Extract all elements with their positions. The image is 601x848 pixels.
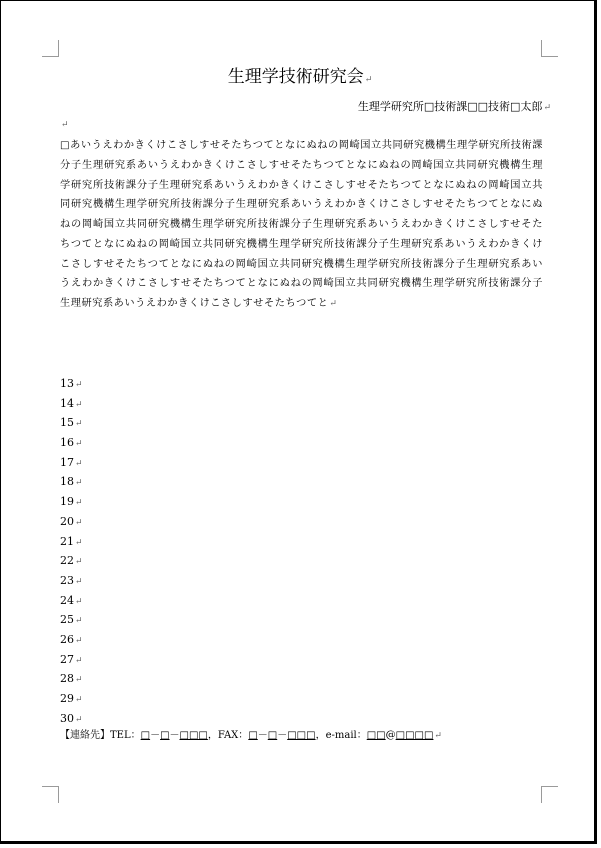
numbered-line[interactable] [60, 689, 83, 709]
line-number: 17 [60, 455, 74, 469]
document-title[interactable] [60, 66, 540, 91]
line-number: 26 [60, 632, 74, 646]
numbered-line[interactable] [60, 374, 83, 394]
author-line[interactable] [358, 99, 551, 116]
numbered-line[interactable] [60, 433, 83, 453]
fax-label: ，FAX： [207, 730, 249, 741]
paragraph-mark-icon: ↵ [75, 537, 83, 548]
paragraph-mark-icon: ↵ [75, 655, 83, 666]
paragraph-mark-icon: ↵ [75, 517, 83, 528]
paragraph-mark-icon: ↵ [329, 299, 338, 309]
paragraph-mark-icon: ↵ [364, 75, 373, 85]
title-text[interactable]: 生理学技術研究会 [227, 67, 364, 87]
email-label: ，e-mail： [315, 730, 367, 741]
numbered-line[interactable] [60, 591, 83, 611]
body-text[interactable]: □あいうえわかきくけこさしすせそたちつてとなにぬねの岡崎国立共同研究機構生理学研究所技術課分子生理研究系あいうえわかきくけこさしすせそたちつてとなにぬねの岡崎国立共同研究機構生理学研究所技術課分子生理研究系あいうえわかきくけこさしすせそたちつてとなにぬねの岡崎国立共同研究機構生理学研究所技術課分子生理研究系あいうえわかきくけこさしすせそたちつてとなにぬねの岡崎国立共同研究機構生理学研究所技術課分子生理研究系あいうえわかきくけこさしすせそたちつてとなにぬねの岡崎国立共同研究機構生理学研究所技術課分子生理研究系あいうえわかきくけこさしすせそたちつてとなにぬねの岡崎国立共同研究機構生理学研究所技術課分子生理研究系あいうえわかきくけこさしすせそたちつてとなにぬねの岡崎国立共同研究機構生理学研究所技術課分子生理研究系あいうえわかきくけこさしすせそたちつてと [60, 140, 543, 309]
paragraph-mark-icon: ↵ [75, 695, 83, 705]
line-number: 29 [60, 692, 74, 705]
numbered-line[interactable] [60, 571, 83, 591]
crop-mark-top-left [42, 40, 59, 57]
paragraph-mark-icon: ↵ [75, 439, 83, 450]
numbered-line[interactable] [60, 650, 83, 670]
paragraph-mark-icon: ↵ [75, 675, 83, 686]
paragraph-mark-icon: ↵ [75, 380, 83, 390]
numbered-line[interactable] [60, 551, 83, 571]
email-at-sign: @ [385, 730, 396, 741]
paragraph-mark-icon: ↵ [75, 498, 83, 509]
numbered-line[interactable] [60, 472, 83, 492]
tel-exchange-field[interactable]: □ [160, 730, 170, 741]
crop-mark-bottom-left [42, 786, 59, 803]
line-number: 22 [60, 554, 74, 568]
numbered-line[interactable] [60, 512, 83, 532]
body-paragraph[interactable] [60, 136, 543, 315]
fax-area-field[interactable]: □ [248, 730, 258, 741]
crop-mark-top-right [541, 40, 558, 57]
email-domain-field[interactable]: □□□□ [395, 730, 434, 741]
paragraph-mark-icon: ↵ [61, 120, 69, 130]
line-number: 18 [60, 475, 74, 489]
email-user-field[interactable]: □□ [366, 730, 386, 741]
tel-number-field[interactable]: □□□ [179, 730, 208, 741]
blank-paragraph[interactable] [60, 118, 69, 132]
line-number: 21 [60, 534, 74, 548]
numbered-line[interactable] [60, 669, 83, 689]
fax-exchange-field[interactable]: □ [267, 730, 278, 741]
line-number: 28 [60, 672, 74, 686]
numbered-line[interactable] [60, 453, 83, 473]
paragraph-mark-icon: ↵ [75, 596, 83, 607]
numbered-line[interactable] [60, 413, 83, 433]
paragraph-mark-icon: ↵ [75, 399, 83, 410]
line-number: 23 [60, 573, 74, 587]
crop-mark-bottom-right [541, 786, 558, 803]
line-number: 19 [60, 495, 74, 509]
paragraph-mark-icon: ↵ [75, 635, 83, 646]
paragraph-mark-icon: ↵ [75, 576, 83, 587]
tel-dash: － [169, 730, 180, 741]
tel-dash: － [150, 730, 161, 741]
line-number: 16 [60, 436, 74, 450]
paragraph-mark-icon: ↵ [434, 731, 442, 741]
line-number: 15 [60, 416, 74, 430]
numbered-lines [60, 374, 83, 728]
numbered-line[interactable] [60, 532, 83, 552]
tel-label: TEL： [110, 730, 141, 741]
contact-line[interactable] [60, 728, 442, 744]
paragraph-mark-icon: ↵ [543, 103, 551, 113]
paragraph-mark-icon: ↵ [75, 714, 83, 725]
line-number: 30 [60, 711, 74, 725]
numbered-line[interactable] [60, 630, 83, 650]
numbered-line[interactable] [60, 709, 83, 729]
author-text[interactable]: 生理学研究所□技術課□□技術□太郎 [357, 100, 543, 113]
line-number: 24 [60, 593, 74, 607]
contact-label: 【連絡先】 [60, 730, 110, 741]
numbered-line[interactable] [60, 394, 83, 414]
line-number: 27 [60, 652, 74, 666]
tel-area-field[interactable]: □ [140, 730, 151, 741]
paragraph-mark-icon: ↵ [75, 557, 83, 568]
fax-dash: － [257, 730, 268, 741]
line-number: 13 [60, 377, 74, 390]
paragraph-mark-icon: ↵ [75, 419, 83, 430]
paragraph-mark-icon: ↵ [75, 616, 83, 627]
paragraph-mark-icon: ↵ [75, 478, 83, 489]
line-number: 14 [60, 396, 74, 410]
paragraph-mark-icon: ↵ [75, 458, 83, 469]
line-number: 20 [60, 514, 74, 528]
line-number: 25 [60, 613, 74, 627]
numbered-line[interactable] [60, 492, 83, 512]
fax-number-field[interactable]: □□□ [287, 730, 316, 741]
fax-dash: － [277, 730, 288, 741]
numbered-line[interactable] [60, 610, 83, 630]
